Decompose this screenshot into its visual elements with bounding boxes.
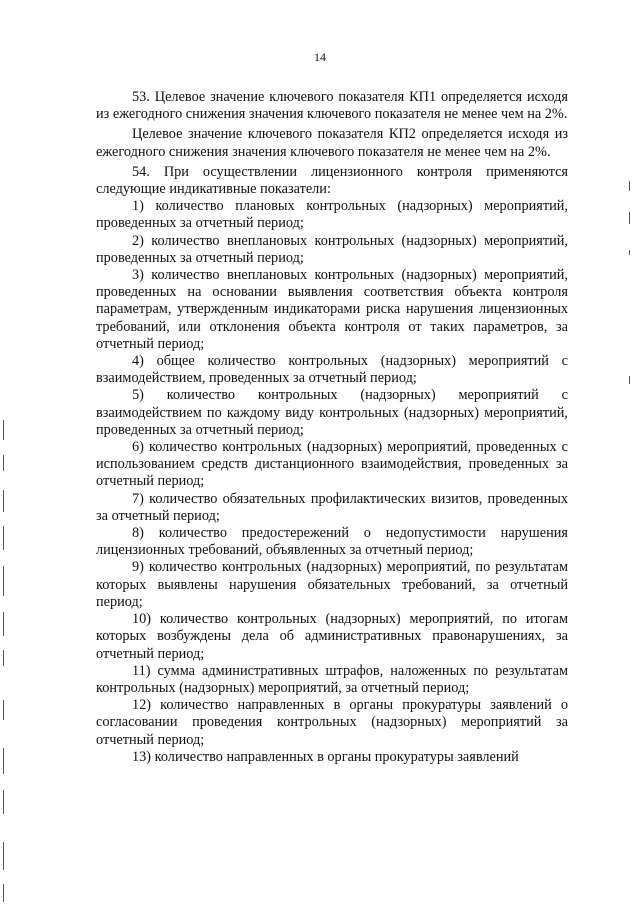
paragraph-kp2: Целевое значение ключевого показателя КП2 определяется исходя из ежегодного снижения значения ключевого показателя не менее чем на 2%. — [96, 126, 568, 160]
scan-edge-mark — [3, 790, 4, 814]
scan-edge-mark — [629, 250, 630, 255]
scan-edge-mark — [3, 842, 4, 870]
scan-edge-mark — [629, 181, 630, 191]
paragraph-53: 53. Целевое значение ключевого показателя КП1 определяется исходя из ежегодного снижения значения ключевого показателя не менее чем на 2%. — [96, 89, 568, 123]
scan-edge-mark — [3, 748, 4, 774]
scan-edge-mark — [3, 700, 4, 720]
list-item: 8) количество предостережений о недопустимости нарушения лицензионных требований, объявленных за отчетный период; — [96, 525, 568, 559]
page-number: 14 — [314, 50, 326, 64]
list-item: 6) количество контрольных (надзорных) мероприятий, проведенных с использованием средств дистанционного взаимодействия, проведенных за отчетный период; — [96, 439, 568, 490]
list-item: 9) количество контрольных (надзорных) мероприятий, по результатам которых выявлены нарушения обязательных требований, за отчетный период; — [96, 559, 568, 610]
scan-edge-mark — [3, 420, 4, 440]
list-item: 3) количество внеплановых контрольных (надзорных) мероприятий, проведенных на основании выявления соответствия объекта контроля параметрам, утвержденным индикаторами риска нарушения лицензионных требований, или отклонения объекта контроля от таких параметров, за отчетный период; — [96, 267, 568, 352]
scan-edge-mark — [3, 566, 4, 596]
list-item: 4) общее количество контрольных (надзорных) мероприятий с взаимодействием, проведенных за отчетный период; — [96, 353, 568, 387]
scan-edge-mark — [629, 212, 630, 224]
list-item: 5) количество контрольных (надзорных) мероприятий с взаимодействием по каждому виду контрольных (надзорных) мероприятий, проведенных за отчетный период; — [96, 387, 568, 438]
document-body — [96, 89, 568, 766]
scan-edge-mark — [3, 455, 4, 471]
list-item: 13) количество направленных в органы прокуратуры заявлений — [132, 748, 519, 765]
list-item: 11) сумма административных штрафов, наложенных по результатам контрольных (надзорных) мероприятий, за отчетный период; — [96, 662, 568, 696]
scan-edge-mark — [3, 490, 4, 512]
scan-edge-mark — [3, 650, 4, 666]
scan-edge-mark — [3, 884, 4, 902]
list-item: 7) количество обязательных профилактических визитов, проведенных за отчетный период; — [96, 490, 568, 524]
list-item: 12) количество направленных в органы прокуратуры заявлений о согласовании проведения контрольных (надзорных) мероприятий за отчетный период; — [96, 697, 568, 748]
paragraph-54: 54. При осуществлении лицензионного контроля применяются следующие индикативные показатели: — [96, 163, 568, 198]
list-item: 1) количество плановых контрольных (надзорных) мероприятий, проведенных за отчетный период; — [96, 198, 568, 232]
list-item: 2) количество внеплановых контрольных (надзорных) мероприятий, проведенных за отчетный период; — [96, 232, 568, 266]
scan-edge-mark — [3, 612, 4, 636]
scan-edge-mark — [3, 526, 4, 550]
list-item: 10) количество контрольных (надзорных) мероприятий, по итогам которых возбуждены дела об административных правонарушениях, за отчетный период; — [96, 611, 568, 662]
scan-edge-mark — [629, 376, 630, 384]
